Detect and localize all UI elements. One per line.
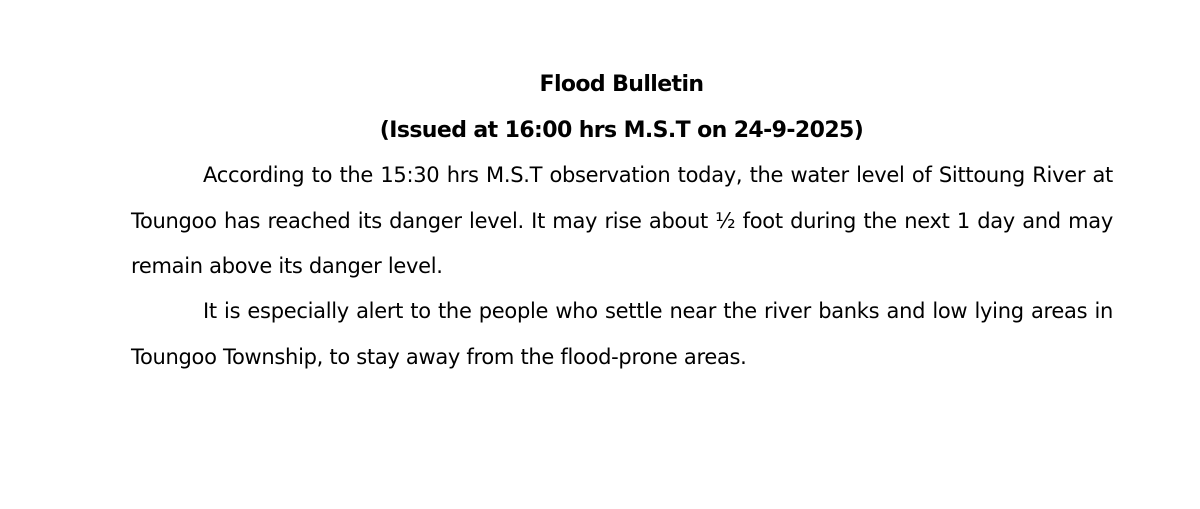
issued-time: (Issued at 16:00 hrs M.S.T on 24-9-2025) [379, 118, 864, 143]
bulletin-title: Flood Bulletin [539, 72, 704, 97]
alert-paragraph: It is especially alert to the people who settle near the river banks and low lying areas in Toungoo Township, to stay away from the flood-prone areas. [131, 299, 1113, 369]
observation-paragraph: According to the 15:30 hrs M.S.T observation today, the water level of Sittoung River at Toungoo has reached its danger level. It may rise about ½ foot during the next 1 day and may remain above its danger level. [131, 163, 1113, 278]
